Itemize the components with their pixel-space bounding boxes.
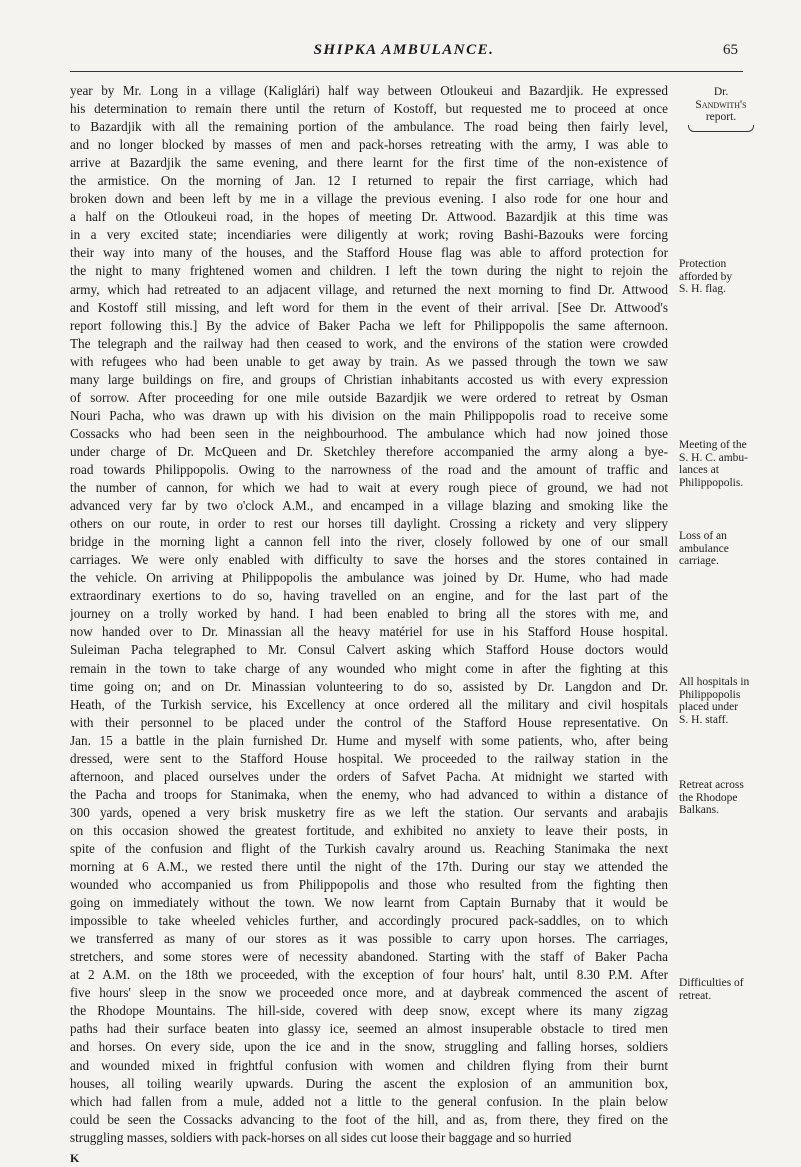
text-line: army, which had retreated to an adjacent village, and returned the next morning to find Dr. Attwood	[70, 281, 668, 297]
margin-note-line: Philippopolis	[679, 688, 741, 701]
text-line: afternoon, and placed ourselves under the orders of Safvet Pacha. At midnight we started with	[70, 768, 668, 784]
margin-note-line: Loss of an	[679, 530, 727, 542]
text-line: journey on a trolly worked by hand. I had been enabled to bring all the stores with me, and	[70, 606, 668, 622]
text-line: The telegraph and the railway had then ceased to work, and the environs of the station were crowded	[70, 335, 668, 351]
margin-note-line: Philippopolis.	[679, 476, 744, 489]
text-line: now handed over to Dr. Minassian all the heavy matériel for use in his Stafford House hospital.	[70, 624, 668, 640]
margin-note-protection	[679, 258, 801, 296]
text-line: their way into many of the houses, and the Stafford House flag was able to afford protection for	[70, 245, 668, 261]
text-line: to Bazardjik with all the remaining portion of the ambulance. The road being then fairly level,	[70, 119, 668, 135]
text-line: with their personnel to be placed under the control of the Stafford House representative. On	[70, 714, 668, 730]
body-text	[70, 82, 668, 1165]
text-line: with refugees who had been unable to get away by train. As we passed through the town we saw	[70, 353, 668, 369]
margin-note-line: retreat.	[679, 989, 712, 1002]
text-line: time going on; and on Dr. Minassian volunteering to do so, assisted by Dr. Langdon and Dr.	[70, 678, 668, 694]
text-line: others on our route, in order to rest our horses till daylight. Crossing a rickety and very slippery	[70, 516, 668, 532]
text-line: many large buildings on fire, and groups of Christian inhabitants accosted us with every expression	[70, 371, 668, 387]
running-title: SHIPKA AMBULANCE.	[313, 42, 495, 58]
margin-note-line: Retreat across	[679, 779, 744, 791]
text-line: under charge of Dr. McQueen and Dr. Sketchley therefore accompanied the army along a bye-	[70, 443, 668, 459]
brace-mark	[688, 125, 754, 132]
header-rule	[70, 71, 743, 72]
text-line: on this occasion showed the greatest fortitude, and exhibited no anxiety to leave their posts, in	[70, 822, 668, 838]
text-line: impossible to take wheeled vehicles further, and accordingly procured pack-saddles, on to which	[70, 913, 668, 929]
margin-note-line: Sandwith's	[695, 98, 747, 111]
margin-note-line: placed under	[679, 701, 739, 713]
text-line: spite of the confusion and flight of the Turkish cavalry around us. Reaching Stanimaka the next	[70, 840, 668, 856]
text-line: his determination to remain there until the return of Kostoff, but requested me to proceed at once	[70, 101, 668, 117]
text-line: at 2 A.M. on the 18th we proceeded, with the exception of four hours' halt, until 8.30 P.M. After	[70, 967, 668, 983]
text-line: going on immediately without the town. We now learnt from Captain Burnaby that it would be	[70, 895, 668, 911]
text-line: advanced very far by two o'clock A.M., and encamped in a village blazing and smoking like the	[70, 498, 668, 514]
text-line: 300 yards, opened a very brisk musketry fire as we left the station. Our servants and arabajis	[70, 804, 668, 820]
margin-note-hospitals	[679, 676, 801, 726]
margin-note-line: Meeting of the	[679, 439, 747, 451]
margin-note-line: report.	[705, 111, 737, 123]
text-line: carriages. We were only enabled with difficulty to save the horses and the stores contained in	[70, 552, 668, 568]
text-line: struggling masses, soldiers with pack-horses on all sides cut loose their baggage and so hurried	[70, 1129, 572, 1145]
text-line: remain in the town to take charge of any wounded who might come in after the fighting at this	[70, 660, 668, 676]
text-line: arrive at Bazardjik the same evening, and there learnt for the first time of the non-existence of	[70, 155, 668, 171]
text-line: Cossacks who had been seen in the neighbourhood. The ambulance which had now joined those	[70, 425, 668, 441]
text-line: we transferred as many of our stores as it was possible to carry upon horses. The carriages,	[70, 931, 668, 947]
margin-note-line: S. H. flag.	[679, 283, 726, 295]
text-line: a half on the Otloukeui road, in the hopes of meeting Dr. Attwood. Bazardjik at this time was	[70, 209, 668, 225]
margin-note-line: Difficulties of	[679, 977, 744, 989]
margin-note-line: carriage.	[679, 555, 719, 567]
text-line: and horses. On every side, upon the ice and in the snow, struggling and falling horses, soldiers	[70, 1039, 668, 1055]
signature-mark: K	[70, 1150, 80, 1165]
page-number: 65	[723, 42, 738, 58]
text-line: bridge in the morning light a cannon fell into the river, closely followed by one of our small	[70, 534, 668, 550]
text-line: the Rhodope Mountains. The hill-side, covered with deep snow, except where its many zigzag	[70, 1003, 668, 1019]
text-line: houses, all toiling wearily upwards. During the ascent the explosion of an ammunition box,	[70, 1075, 668, 1091]
text-line: Nouri Pacha, who was drawn up with his division on the main Philippopolis road to receive some	[70, 407, 668, 423]
margin-note-line: afforded by	[679, 270, 733, 283]
text-line: dressed, were sent to the Stafford House hospital. We proceeded to the railway station in the	[70, 750, 668, 766]
margin-note-line: S. H. staff.	[679, 713, 729, 726]
text-line: the vehicle. On arriving at Philippopolis the ambulance was joined by Dr. Hume, who had made	[70, 570, 668, 586]
margin-note-line: ambulance	[679, 542, 729, 555]
margin-note-line: Protection	[679, 258, 727, 270]
text-line: could be seen the Cossacks advancing to the foot of the hill, and as, from there, they fired on the	[70, 1111, 668, 1127]
text-line: and wounded mixed in frightful confusion with women and children flying from their burnt	[70, 1057, 668, 1073]
text-line: stretchers, and some stores were of necessity abandoned. Starting with the staff of Baker Pacha	[70, 949, 668, 965]
text-line: which had fallen from a mule, added not a little to the general confusion. In the plain below	[70, 1093, 668, 1109]
text-line: morning at 6 A.M., we rested there until the night of the 17th. During our stay we attended the	[70, 859, 668, 875]
margin-note-line: lances at	[679, 464, 719, 476]
text-line: Heath, of the Turkish service, his Excellency at once ordered all the military and civil hospitals	[70, 696, 668, 712]
margin-note-retreat	[679, 779, 801, 817]
text-line: the number of cannon, for which we had to wait at every rough piece of ground, we had not	[70, 480, 668, 496]
text-line: wounded who accompanied us from Philippopolis and those who resulted from the fighting then	[70, 877, 668, 893]
text-line: road towards Philippopolis. Owing to the narrowness of the road and the amount of traffic and	[70, 461, 668, 477]
text-line: and Kostoff still missing, and left word for them in the event of their arrival. [See Dr. Attwood's	[70, 299, 668, 315]
text-line: year by Mr. Long in a village (Kaliglári) half way between Otloukeui and Bazardjik. He expressed	[70, 83, 668, 98]
text-line: five hours' sleep in the snow we proceeded once more, and at daybreak commenced the ascent of	[70, 985, 668, 1001]
text-line: the armistice. On the morning of Jan. 12 I returned to repair the first carriage, which had	[70, 173, 668, 189]
text-line: of sorrow. After proceeding for one mile outside Bazardjik we were ordered to retreat by Osman	[70, 389, 668, 405]
text-line: Jan. 15 a battle in the plain furnished Dr. Hume and myself with some patients, who, after being	[70, 732, 668, 748]
text-line: Suleiman Pacha telegraphed to Mr. Consul Calvert asking which Stafford House doctors would	[70, 642, 668, 658]
margin-note-meeting	[679, 439, 801, 489]
text-line: the night to many frightened women and children. I left the town during the night to rejoin the	[70, 263, 668, 279]
margin-note-line: Dr.	[713, 86, 729, 98]
text-line: and no longer blocked by masses of men and pack-horses retreating with the army, I was able to	[70, 137, 668, 153]
margin-note-line: Balkans.	[679, 804, 719, 816]
margin-note-loss	[679, 530, 801, 568]
text-line: extraordinary exertions to do so, having travelled on an engine, and for the last part of the	[70, 588, 668, 604]
text-line: in a very excited state; incendiaries were diligently at work; roving Bashi-Bazouks were forcing	[70, 227, 668, 243]
margin-note-dr-sandwith	[676, 86, 766, 132]
margin-note-line: S. H. C. ambu-	[679, 451, 748, 464]
text-line: broken down and been left by me in a village the previous evening. I also rode for one hour and	[70, 191, 668, 207]
text-line: report following this.] By the advice of Baker Pacha we left for Philippopolis the same afternoon.	[70, 317, 668, 333]
margin-note-difficulties	[679, 977, 801, 1002]
text-line: the Pacha and troops for Stanimaka, when the enemy, who had advanced to within a distance of	[70, 786, 668, 802]
text-line: paths had their surface beaten into glassy ice, seemed an almost insuperable obstacle to tired men	[70, 1021, 668, 1037]
margin-note-line: All hospitals in	[679, 676, 750, 688]
page-header	[70, 42, 738, 66]
margin-note-line: the Rhodope	[679, 791, 738, 804]
